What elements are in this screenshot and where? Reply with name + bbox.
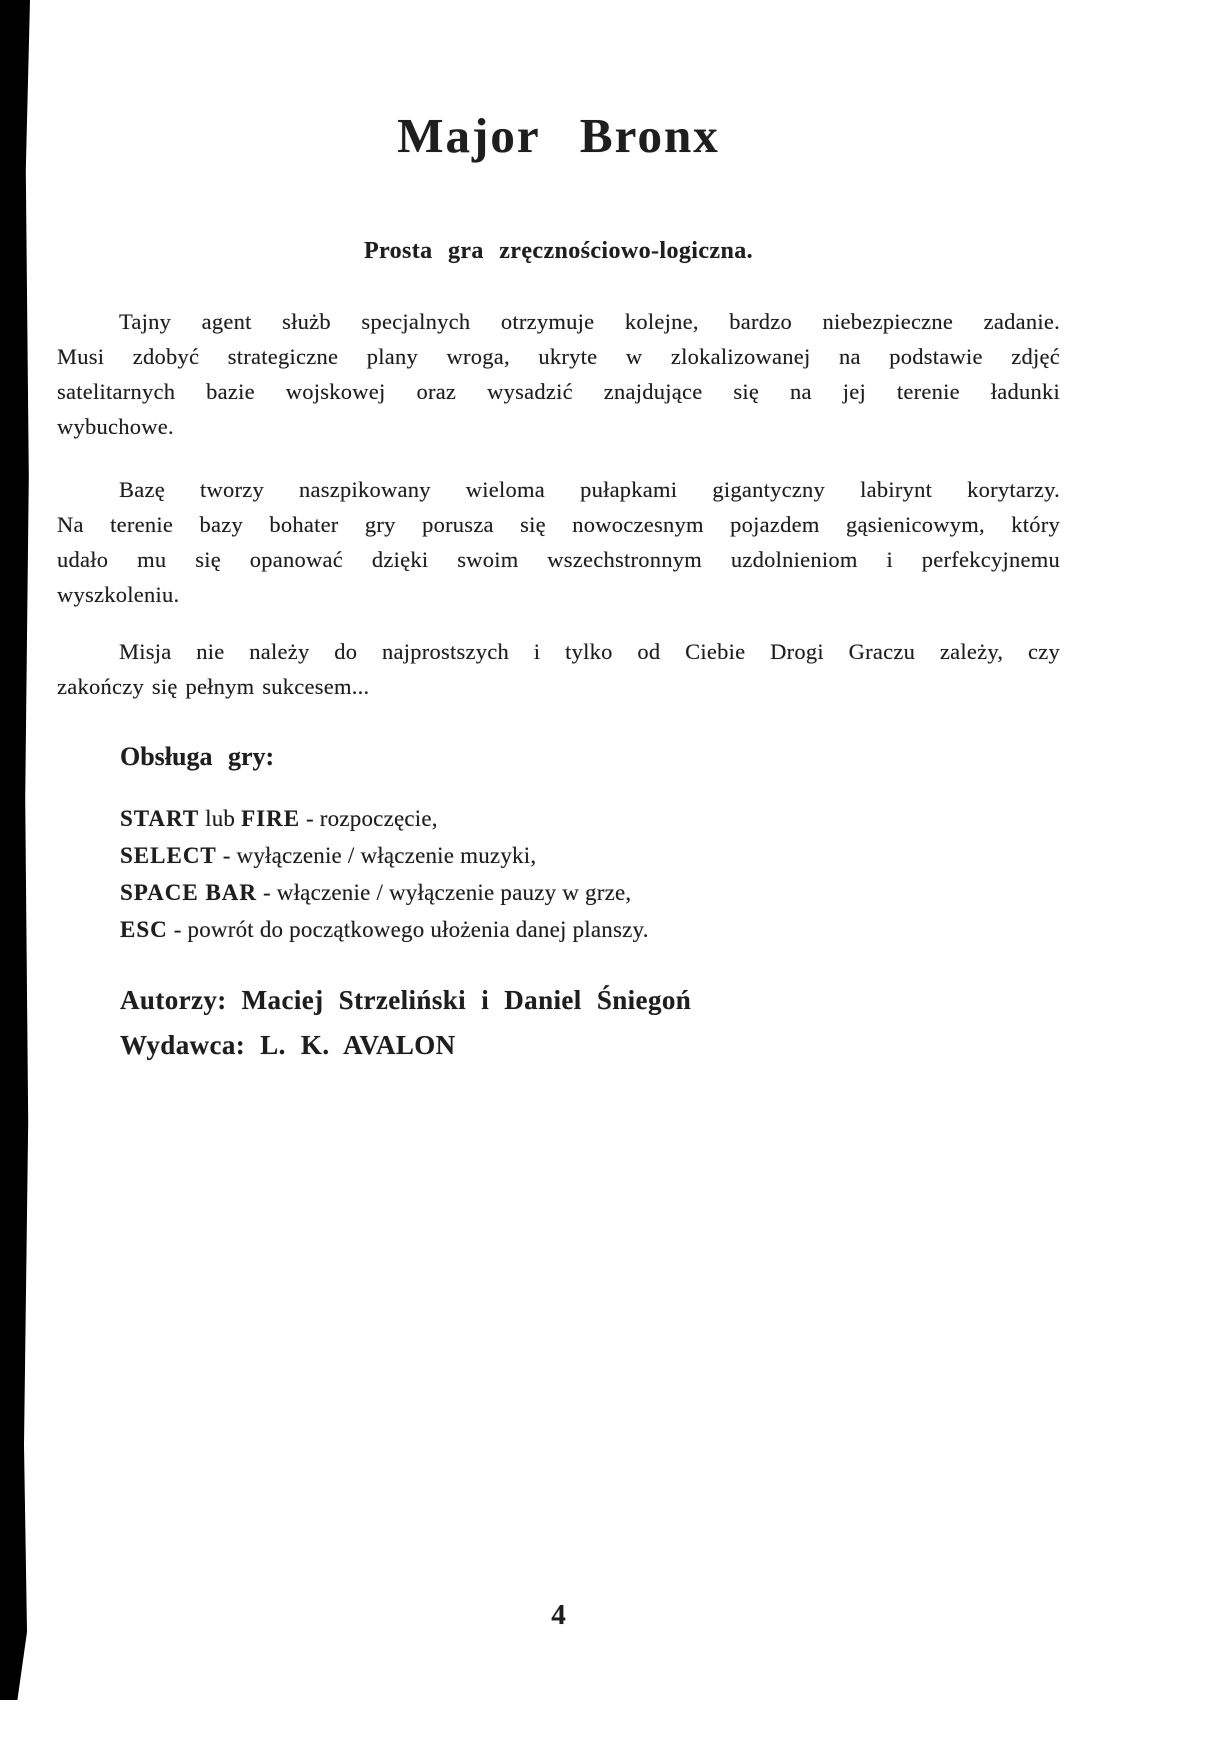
control-description: - rozpoczęcie, xyxy=(300,806,438,831)
scan-edge-artifact xyxy=(0,0,30,1700)
page-subtitle: Prosta gra zręcznościowo-logiczna. xyxy=(363,238,754,264)
paragraph-line: wyszkoleniu. xyxy=(57,582,180,607)
publisher-line xyxy=(120,1023,1060,1068)
paragraph-line: Musi zdobyć strategiczne plany wroga, ukryte w zlokalizowanej na podstawie zdjęć xyxy=(57,344,1060,369)
paragraph-line: satelitarnych bazie wojskowej oraz wysadzić znajdujące się na jej terenie ładunki xyxy=(57,379,1060,404)
controls-section-heading: Obsługa gry: xyxy=(120,742,275,771)
paragraph-line: udało mu się opanować dzięki swoim wszechstronnym uzdolnieniom i perfekcyjnemu xyxy=(57,547,1060,572)
page-number: 4 xyxy=(551,1599,566,1631)
publisher-value: L. K. AVALON xyxy=(260,1030,456,1060)
base-description-paragraph xyxy=(57,472,1060,612)
intro-paragraph xyxy=(57,304,1060,444)
authors-line xyxy=(120,978,1060,1023)
paragraph-line: wybuchowe. xyxy=(57,414,174,439)
control-line-esc xyxy=(120,911,1060,948)
control-description: - wyłączenie / włączenie muzyki, xyxy=(216,843,537,868)
mission-paragraph xyxy=(57,634,1060,704)
authors-value: Maciej Strzeliński i Daniel Śniegoń xyxy=(241,985,692,1015)
publisher-label: Wydawca: xyxy=(120,1030,246,1060)
paragraph-line: Tajny agent służb specjalnych otrzymuje kolejne, bardzo niebezpieczne zadanie. xyxy=(119,309,1060,334)
credits-block xyxy=(57,978,1060,1068)
control-text: lub xyxy=(199,806,242,831)
control-line-start xyxy=(120,800,1060,837)
paragraph-line: zakończy się pełnym sukcesem... xyxy=(57,674,370,699)
control-line-select xyxy=(120,837,1060,874)
paragraph-line: Na terenie bazy bohater gry porusza się nowoczesnym pojazdem gąsienicowym, który xyxy=(57,512,1060,537)
control-description: - powrót do początkowego ułożenia danej planszy. xyxy=(167,917,649,942)
control-key: SPACE BAR xyxy=(120,880,258,905)
paragraph-line: Bazę tworzy naszpikowany wieloma pułapkami gigantyczny labirynt korytarzy. xyxy=(119,477,1060,502)
controls-list xyxy=(57,800,1060,948)
control-key: ESC xyxy=(120,917,168,942)
authors-label: Autorzy: xyxy=(120,985,227,1015)
paragraph-line: Misja nie należy do najprostszych i tylko od Ciebie Drogi Graczu zależy, czy xyxy=(119,639,1060,664)
control-key: FIRE xyxy=(241,806,301,831)
page-title: Major Bronx xyxy=(397,108,720,163)
control-description: - włączenie / wyłączenie pauzy w grze, xyxy=(257,880,632,905)
control-key: SELECT xyxy=(120,843,217,868)
control-line-spacebar xyxy=(120,874,1060,911)
control-key: START xyxy=(120,806,200,831)
